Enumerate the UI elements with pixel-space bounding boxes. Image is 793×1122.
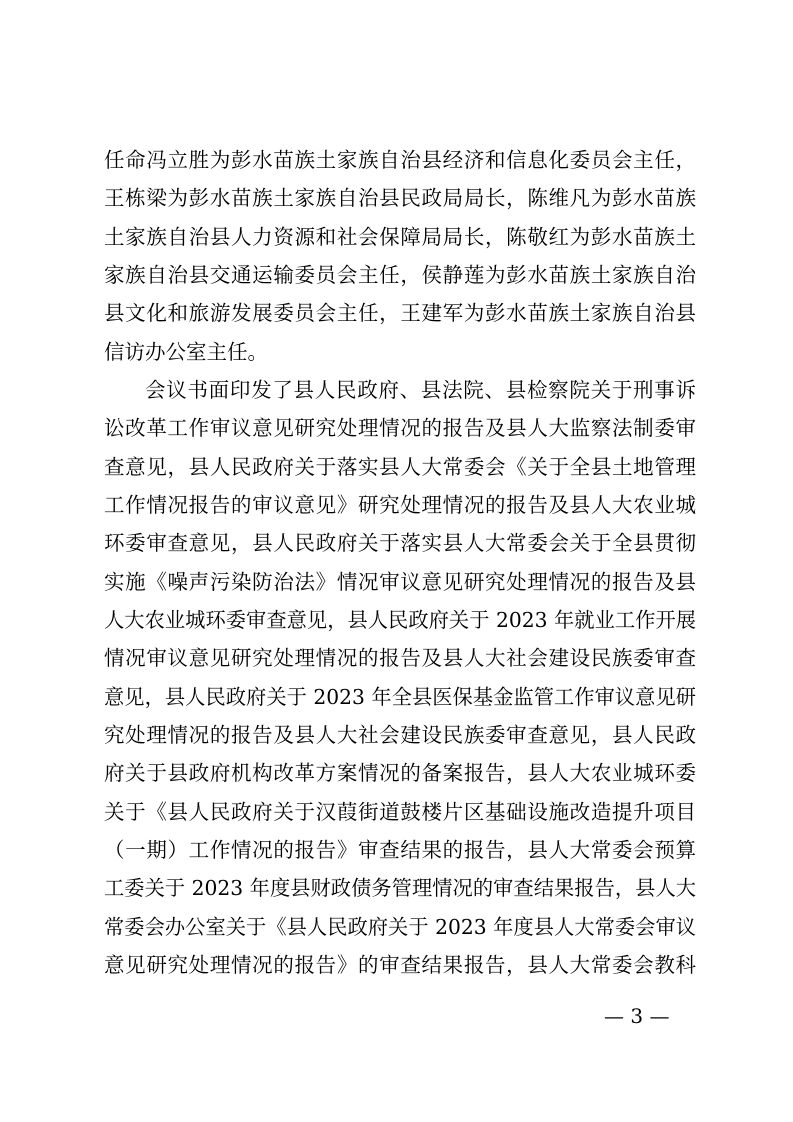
text-line: 县文化和旅游发展委员会主任，王建军为彭水苗族土家族自治县: [104, 301, 696, 325]
page-number: — 3 —: [604, 1004, 670, 1028]
text-line: 家族自治县交通运输委员会主任，侯静莲为彭水苗族土家族自治: [104, 263, 696, 287]
text-line: 讼改革工作审议意见研究处理情况的报告及县人大监察法制委审: [104, 416, 696, 440]
text-line: 意见，县人民政府关于 2023 年全县医保基金监管工作审议意见研: [104, 685, 696, 709]
text-line: 府关于县政府机构改革方案情况的备案报告，县人大农业城环委: [104, 761, 696, 785]
text-line: 意见研究处理情况的报告》的审查结果报告，县人大常委会教科: [104, 953, 696, 977]
text-line: 查意见，县人民政府关于落实县人大常委会《关于全县土地管理: [104, 455, 696, 479]
text-line: 情况审议意见研究处理情况的报告及县人大社会建设民族委审查: [104, 646, 696, 670]
text-line: 实施《噪声污染防治法》情况审议意见研究处理情况的报告及县: [104, 570, 696, 594]
text-line: 王栋梁为彭水苗族土家族自治县民政局局长，陈维凡为彭水苗族: [104, 186, 696, 210]
text-line: 关于《县人民政府关于汉葭街道鼓楼片区基础设施改造提升项目: [104, 800, 696, 824]
text-line: 任命冯立胜为彭水苗族土家族自治县经济和信息化委员会主任，: [104, 148, 696, 172]
text-line: 人大农业城环委审查意见，县人民政府关于 2023 年就业工作开展: [104, 608, 696, 632]
text-line: 土家族自治县人力资源和社会保障局局长，陈敬红为彭水苗族土: [104, 225, 696, 249]
text-line: 工委关于 2023 年度县财政债务管理情况的审查结果报告，县人大: [104, 876, 696, 900]
text-line: 究处理情况的报告及县人大社会建设民族委审查意见，县人民政: [104, 723, 696, 747]
text-line: 信访办公室主任。: [104, 340, 268, 364]
text-line: 会议书面印发了县人民政府、县法院、县检察院关于刑事诉: [145, 378, 696, 402]
text-line: （一期）工作情况的报告》审查结果的报告，县人大常委会预算: [104, 838, 696, 862]
text-line: 工作情况报告的审议意见》研究处理情况的报告及县人大农业城: [104, 493, 696, 517]
text-line: 环委审查意见，县人民政府关于落实县人大常委会关于全县贯彻: [104, 531, 696, 555]
text-line: 常委会办公室关于《县人民政府关于 2023 年度县人大常委会审议: [104, 915, 696, 939]
